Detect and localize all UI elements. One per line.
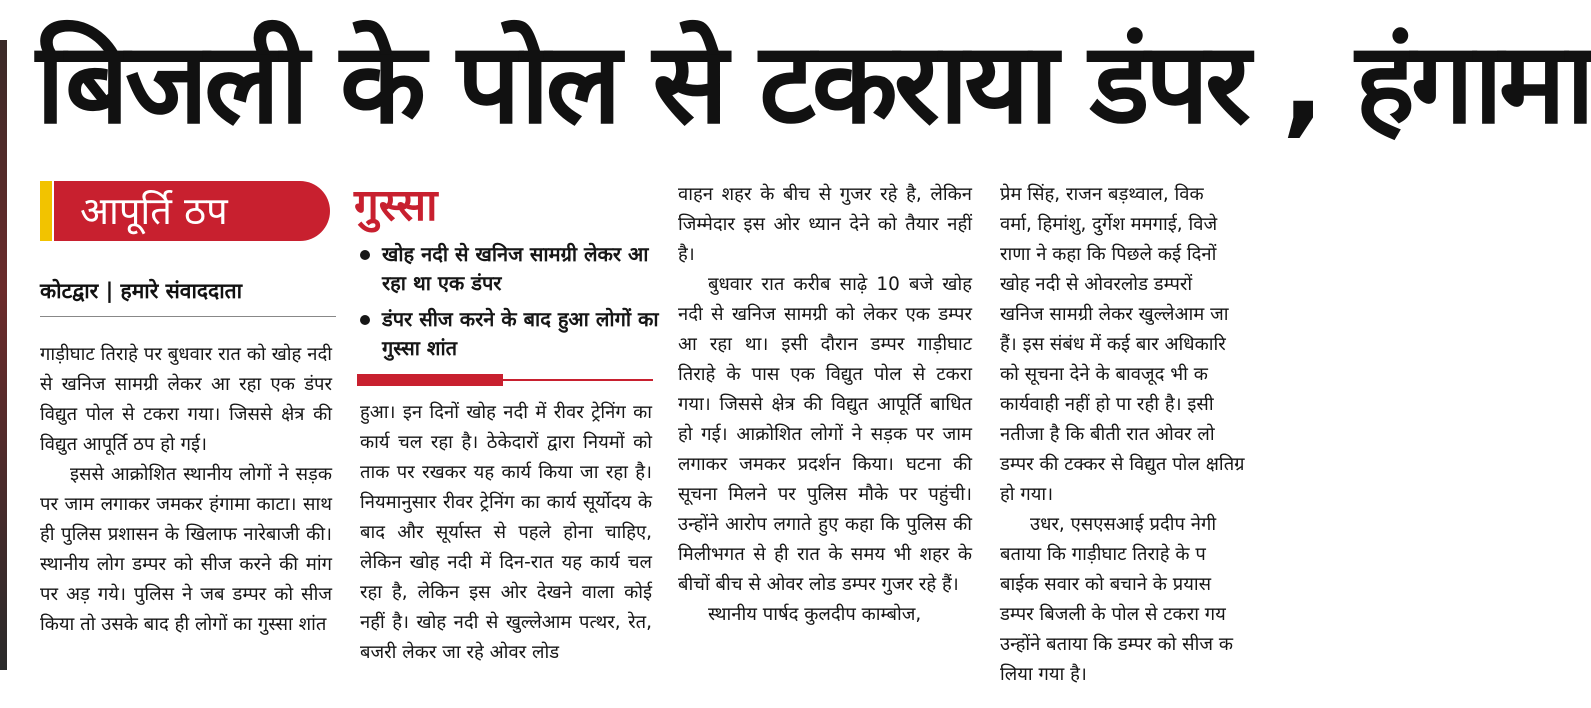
line: हो गया। bbox=[1000, 484, 1054, 505]
article-column-2 bbox=[360, 398, 652, 708]
line: डम्पर की टक्कर से विद्युत पोल क्षतिग्र bbox=[1000, 454, 1245, 475]
line: बताया कि गाड़ीघाट तिराहे के प bbox=[1000, 544, 1206, 565]
line: कार्यवाही नहीं हो पा रही है। इसी bbox=[1000, 394, 1214, 415]
line: खोह नदी से ओवरलोड डम्परों bbox=[1000, 274, 1193, 295]
paragraph: बुधवार रात करीब साढ़े 10 बजे खोह नदी से खनिज सामग्री को लेकर एक डम्पर आ रहा था। इसी दौरान डम्पर गाड़ीघाट तिराहे के पास एक विद्युत पोल से टकरा गया। जिससे क्षेत्र की विद्युत आपूर्ति बाधित हो गई। आक्रोशित लोगों ने सड़क पर जाम लगाकर जमकर प्रदर्शन किया। घटना की सूचना मिलने पर पुलिस मौके पर पहुंची। उन्होंने आरोप लगाते हुए कहा कि पुलिस की मिलीभगत से ही रात के समय भी शहर के बीचों बीच से ओवर लोड डम्पर गुजर रहे हैं। bbox=[678, 274, 972, 595]
line: बाईक सवार को बचाने के प्रयास bbox=[1000, 574, 1212, 595]
line: लिया गया है। bbox=[1000, 664, 1087, 685]
paragraph: हुआ। इन दिनों खोह नदी में रीवर ट्रेनिंग का कार्य चल रहा है। ठेकेदारों द्वारा नियमों को ताक पर रखकर यह कार्य किया जा रहा है। नियमानुसार रीवर ट्रेनिंग का कार्य सूर्योदय के बाद और सूर्यास्त से पहले होना चाहिए, लेकिन खोह नदी में दिन-रात यह कार्य चल रहा है, लेकिन इस ओर देखने वाला कोई नहीं है। खोह नदी से खुल्लेआम पत्थर, रेत, बजरी लेकर जा रहे ओवर लोड bbox=[360, 402, 652, 663]
paragraph: गाड़ीघाट तिराहे पर बुधवार रात को खोह नदी से खनिज सामग्री लेकर आ रहा एक डंपर विद्युत पोल से टकरा गया। जिससे क्षेत्र की विद्युत आपूर्ति ठप हो गई। bbox=[40, 344, 332, 455]
highlight-text: खोह नदी से खनिज सामग्री लेकर आ रहा था एक डंपर bbox=[382, 242, 649, 295]
line: उधर, एसएसआई प्रदीप नेगी bbox=[1030, 514, 1217, 535]
section-tag-label: आपूर्ति ठप bbox=[80, 189, 228, 233]
line: उन्होंने बताया कि डम्पर को सीज क bbox=[1000, 634, 1233, 655]
paragraph: इससे आक्रोशित स्थानीय लोगों ने सड़क पर जाम लगाकर जमकर हंगामा काटा। साथ ही पुलिस प्रशासन के खिलाफ नारेबाजी की। स्थानीय लोग डम्पर को सीज करने की मांग पर अड़ गये। पुलिस ने जब डम्पर को सीज किया तो उसके बाद ही लोगों का गुस्सा शांत bbox=[40, 464, 332, 635]
adjacent-article-edge bbox=[0, 40, 7, 670]
section-tag-accent bbox=[40, 181, 52, 241]
line: राणा ने कहा कि पिछले कई दिनों bbox=[1000, 244, 1217, 265]
subhead: गुस्सा bbox=[354, 180, 438, 231]
line: डम्पर बिजली के पोल से टकरा गय bbox=[1000, 604, 1226, 625]
byline-divider bbox=[40, 316, 336, 317]
article-column-3 bbox=[678, 180, 972, 708]
line: हैं। इस संबंध में कई बार अधिकारि bbox=[1000, 334, 1226, 355]
section-tag bbox=[40, 181, 330, 241]
highlights-rule bbox=[503, 379, 653, 381]
highlights-list bbox=[360, 240, 660, 370]
highlight-item bbox=[360, 305, 660, 363]
highlights-bar bbox=[357, 374, 503, 386]
paragraph: वाहन शहर के बीच से गुजर रहे है, लेकिन जिम्मेदार इस ओर ध्यान देने को तैयार नहीं है। bbox=[678, 184, 972, 265]
byline: कोटद्वार | हमारे संवाददाता bbox=[40, 279, 243, 303]
line: खनिज सामग्री लेकर खुल्लेआम जा bbox=[1000, 304, 1229, 325]
bullet-icon bbox=[360, 250, 370, 260]
highlight-text: डंपर सीज करने के बाद हुआ लोगों का गुस्सा शांत bbox=[382, 307, 659, 360]
line: नतीजा है कि बीती रात ओवर लो bbox=[1000, 424, 1215, 445]
highlight-item bbox=[360, 240, 660, 298]
line: को सूचना देने के बावजूद भी क bbox=[1000, 364, 1208, 385]
bullet-icon bbox=[360, 315, 370, 325]
paragraph: स्थानीय पार्षद कुलदीप काम्बोज, bbox=[708, 604, 922, 625]
article-column-1 bbox=[40, 340, 332, 708]
headline: बिजली के पोल से टकराया डंपर , हंगामा bbox=[36, 19, 1591, 149]
line: प्रेम सिंह, राजन बड़थ्वाल, विक bbox=[1000, 184, 1204, 205]
article-column-4 bbox=[1000, 180, 1277, 708]
line: वर्मा, हिमांशु, दुर्गेश ममगाई, विजे bbox=[1000, 214, 1218, 235]
